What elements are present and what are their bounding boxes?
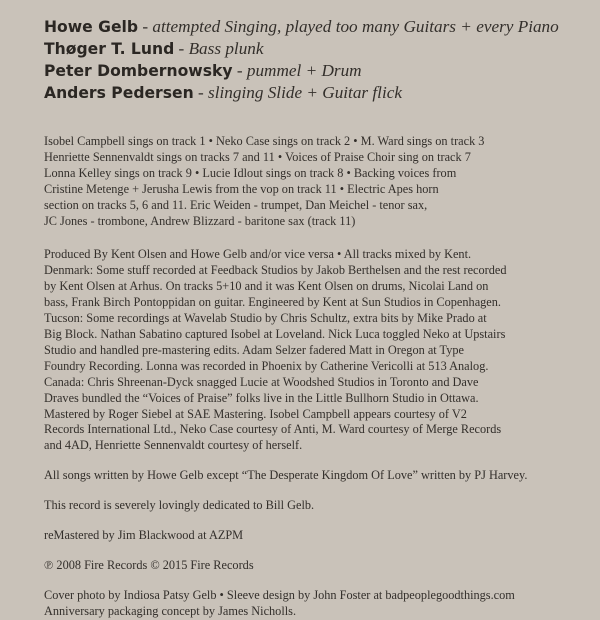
guest-line: Henriette Sennenvaldt sings on tracks 7 and 11 • Voices of Praise Choir sing on track 7 xyxy=(44,149,471,164)
credit-line: Denmark: Some stuff recorded at Feedback Studios by Jakob Berthelsen and the rest recorded xyxy=(44,263,507,278)
credit-line: Studio and handled pre-mastering edits. Adam Selzer fadered Matt in Oregon at Type xyxy=(44,342,464,357)
production-credits xyxy=(44,247,586,454)
design-line: Anniversary packaging concept by James Nicholls. xyxy=(44,603,297,618)
credit-line: bass, Frank Birch Pontoppidan on guitar. Engineered by Kent at Sun Studios in Copenhagen. xyxy=(44,295,501,310)
dedication: This record is severely lovingly dedicated to Bill Gelb. xyxy=(44,498,315,513)
guest-line: JC Jones - trombone, Andrew Blizzard - baritone sax (track 11) xyxy=(44,213,356,228)
design-credits xyxy=(44,588,586,620)
musician-line: Howe Gelb - attempted Singing, played too many Guitars + every Piano xyxy=(44,17,559,36)
musician-role: attempted Singing, played too many Guitars + every Piano xyxy=(152,17,559,36)
credit-line: Draves bundled the “Voices of Praise” folks live in the Little Bullhorn Studio in Ottawa. xyxy=(44,390,479,405)
musician-name: Anders Pedersen xyxy=(44,84,194,102)
credit-line: Tucson: Some recordings at Wavelab Studio by Chris Schultz, extra bits by Mike Prado at xyxy=(44,311,487,326)
musician-name: Howe Gelb xyxy=(44,18,139,36)
credit-line: by Kent Olsen at Arhus. On tracks 5+10 and it was Kent Olsen on drums, Nicolai Land on xyxy=(44,279,489,294)
guest-line: Cristine Metenge + Jerusha Lewis from the vop on track 11 • Electric Apes horn xyxy=(44,181,439,196)
credit-line: Canada: Chris Shreenan-Dyck snagged Lucie at Woodshed Studios in Toronto and Dave xyxy=(44,374,479,389)
musician-role: pummel + Drum xyxy=(246,61,362,80)
credit-line: Records International Ltd., Neko Case courtesy of Anti, M. Ward courtesy of Merge Records xyxy=(44,422,502,437)
musician-line: Peter Dombernowsky - pummel + Drum xyxy=(44,61,362,80)
musician-role: slinging Slide + Guitar flick xyxy=(208,83,402,102)
credit-line: Foundry Recording. Lonna was recorded in Phoenix by Catherine Vericolli at 513 Analog. xyxy=(44,358,489,373)
guest-line: Isobel Campbell sings on track 1 • Neko Case sings on track 2 • M. Ward sings on track 3 xyxy=(44,134,485,148)
band-lineup xyxy=(44,16,586,104)
musician-name: Peter Dombernowsky xyxy=(44,62,233,80)
credit-line: Mastered by Roger Siebel at SAE Mastering. Isobel Campbell appears courtesy of V2 xyxy=(44,406,467,421)
songwriting-credit: All songs written by Howe Gelb except “The Desperate Kingdom Of Love” written by PJ Harvey. xyxy=(44,468,528,483)
credit-line: Produced By Kent Olsen and Howe Gelb and/or vice versa • All tracks mixed by Kent. xyxy=(44,247,472,262)
guest-performers xyxy=(44,134,586,229)
copyright-notice: ℗ 2008 Fire Records © 2015 Fire Records xyxy=(44,557,254,572)
guest-line: section on tracks 5, 6 and 11. Eric Weiden - trumpet, Dan Meichel - tenor sax, xyxy=(44,197,428,212)
credit-line: and 4AD, Henriette Sennenvaldt courtesy of herself. xyxy=(44,438,303,453)
musician-role: Bass plunk xyxy=(188,39,264,58)
musician-line: Thøger T. Lund - Bass plunk xyxy=(44,39,264,58)
musician-name: Thøger T. Lund xyxy=(44,40,175,58)
musician-line: Anders Pedersen - slinging Slide + Guitar flick xyxy=(44,83,402,102)
guest-line: Lonna Kelley sings on track 9 • Lucie Idlout sings on track 8 • Backing voices from xyxy=(44,165,457,180)
design-line: Cover photo by Indiosa Patsy Gelb • Sleeve design by John Foster at badpeoplegoodthings.com xyxy=(44,587,515,602)
remaster-credit: reMastered by Jim Blackwood at AZPM xyxy=(44,528,244,543)
credit-line: Big Block. Nathan Sabatino captured Isobel at Loveland. Nick Luca toggled Neko at Upstairs xyxy=(44,326,506,341)
